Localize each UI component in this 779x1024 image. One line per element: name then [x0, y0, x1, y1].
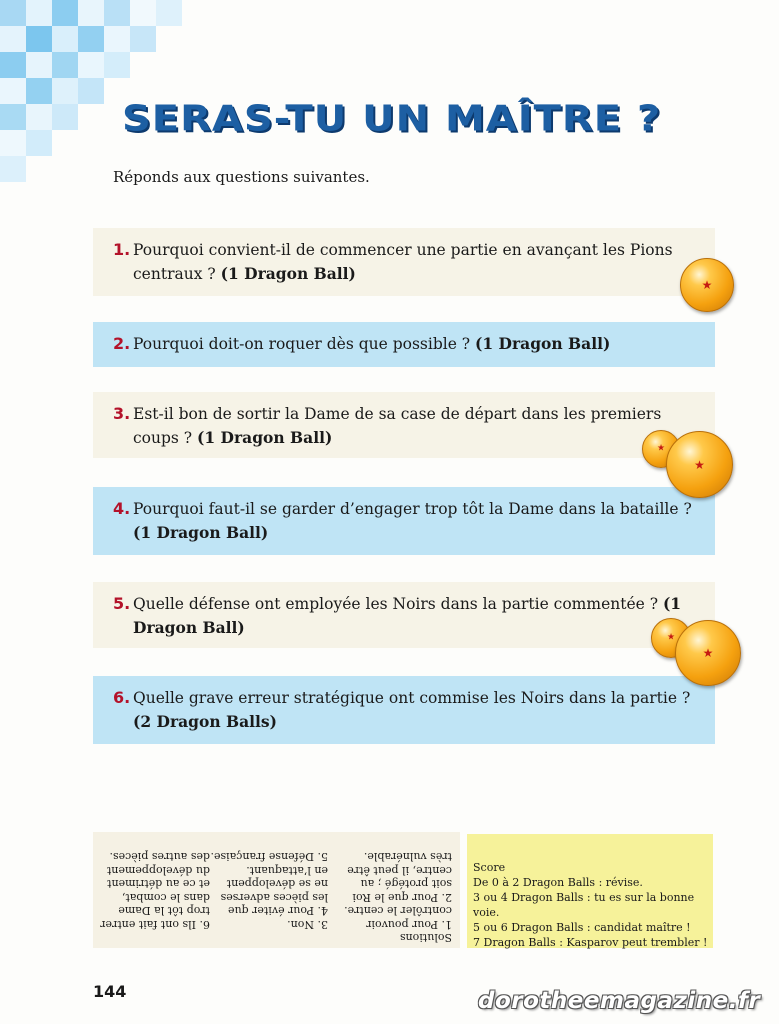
question-points: (1 Dragon Ball): [133, 523, 269, 542]
question-6: [93, 676, 715, 744]
score-line: 5 ou 6 Dragon Balls : candidat maître !: [473, 921, 691, 934]
question-points: (2 Dragon Balls): [133, 712, 277, 731]
question-1: [93, 228, 715, 296]
page-number: 144: [93, 982, 127, 1001]
question-number: 3.: [113, 404, 131, 423]
question-text: Quelle grave erreur stratégique ont commise les Noirs dans la partie ?: [133, 689, 691, 707]
score-line: 3 ou 4 Dragon Balls : tu es sur la bonne voie.: [473, 891, 695, 919]
question-5: [93, 582, 715, 648]
question-text: Est-il bon de sortir la Dame de sa case de départ dans les premiers coups ?: [133, 405, 662, 447]
watermark: dorotheemagazine.fr: [478, 988, 761, 1014]
solutions-column-1: 1. Pour pouvoir contrôler le centre. 2. Pour que le Roi soit protégé ; au centre, il peut être très vulnérable.: [344, 850, 452, 931]
star-icon: ★: [666, 632, 676, 643]
question-4: [93, 487, 715, 555]
question-3: [93, 392, 715, 458]
star-icon: ★: [701, 278, 713, 292]
dragon-ball-icon: [675, 620, 741, 686]
solutions-column-2: 3. Non. 4. Pour éviter que les pièces adverses ne se développent en l’attaquant. 5. Défense française.: [210, 850, 328, 931]
question-number: 6.: [113, 688, 131, 707]
question-points: (1 Dragon Ball): [475, 334, 611, 353]
star-icon: ★: [694, 457, 705, 472]
star-icon: ★: [656, 443, 666, 454]
question-text: Quelle défense ont employée les Noirs dans la partie commentée ?: [133, 595, 663, 613]
score-line: De 0 à 2 Dragon Balls : révise.: [473, 876, 643, 889]
dragon-ball-icon: [680, 258, 734, 312]
score-title: Score: [473, 861, 506, 874]
question-text: Pourquoi faut-il se garder d’engager trop tôt la Dame dans la bataille ?: [133, 500, 692, 518]
solutions-title: Solutions: [399, 931, 452, 944]
question-text: Pourquoi doit-on roquer dès que possible ?: [133, 335, 476, 353]
question-2: [93, 322, 715, 367]
dragon-ball-icon: [666, 431, 733, 498]
question-points: (1 Dragon Ball): [220, 264, 356, 283]
score-line: 7 Dragon Balls : Kasparov peut trembler !: [473, 936, 708, 949]
intro-text: Réponds aux questions suivantes.: [113, 168, 370, 186]
solutions-box: [93, 832, 460, 948]
solutions-column-3: 6. Ils ont fait entrer trop tôt la Dame dans le combat, et ce au détriment du développement des autres pièces.: [100, 850, 210, 931]
question-number: 2.: [113, 334, 131, 353]
question-points: (1 Dragon Ball): [197, 428, 333, 447]
score-box: [467, 834, 713, 948]
question-number: 4.: [113, 499, 131, 518]
page-title: SERAS-TU UN MAÎTRE ?: [122, 98, 662, 140]
question-number: 5.: [113, 594, 131, 613]
question-text: Pourquoi convient-il de commencer une partie en avançant les Pions centraux ?: [133, 241, 673, 283]
question-points: (1 Dragon Ball): [133, 594, 682, 637]
question-number: 1.: [113, 240, 131, 259]
star-icon: ★: [702, 646, 714, 660]
